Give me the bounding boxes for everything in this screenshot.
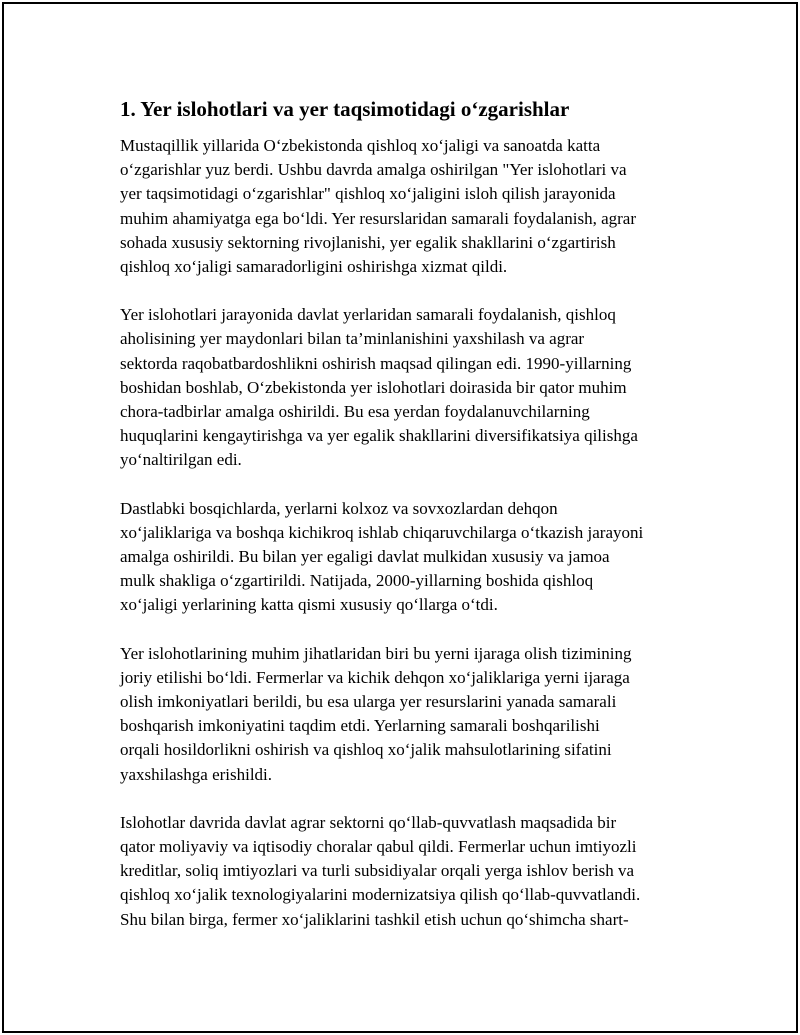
text-line: Islohotlar davrida davlat agrar sektorni qo‘llab-quvvatlash maqsadida bir xyxy=(120,812,617,832)
text-line: boshidan boshlab, O‘zbekistonda yer islohotlari doirasida bir qator muhim xyxy=(120,377,627,397)
text-line: qator moliyaviy va iqtisodiy choralar qabul qildi. Fermerlar uchun imtiyozli xyxy=(120,837,637,857)
text-line: o‘zgarishlar yuz berdi. Ushbu davrda amalga oshirilgan "Yer islohotlari va xyxy=(120,160,627,180)
section-heading: 1. Yer islohotlari va yer taqsimotidagi o‘zgarishlar xyxy=(120,97,570,121)
document-body xyxy=(120,96,700,956)
text-line: Dastlabki bosqichlarda, yerlarni kolxoz va sovxozlardan dehqon xyxy=(120,498,558,518)
text-line: Mustaqillik yillarida O‘zbekistonda qishloq xo‘jaligi va sanoatda katta xyxy=(120,136,601,155)
text-line: boshqarish imkoniyatini taqdim etdi. Yerlarning samarali boshqarilishi xyxy=(120,716,600,736)
text-line: xo‘jaligi yerlarining katta qismi xususiy qo‘llarga o‘tdi. xyxy=(120,595,498,615)
text-line: chora-tadbirlar amalga oshirildi. Bu esa yerdan foydalanuvchilarning xyxy=(120,402,590,422)
page-frame xyxy=(2,2,798,1033)
text-line: joriy etilishi bo‘ldi. Fermerlar va kichik dehqon xo‘jaliklariga yerni ijaraga xyxy=(120,667,630,687)
text-line: sohada xususiy sektorning rivojlanishi, yer egalik shakllarini o‘zgartirish xyxy=(120,232,616,252)
text-line: orqali hosildorlikni oshirish va qishloq xo‘jalik mahsulotlarining sifatini xyxy=(120,740,612,760)
text-line: sektorda raqobatbardoshlikni oshirish maqsad qilingan edi. 1990-yillarning xyxy=(120,353,632,373)
text-line: kreditlar, soliq imtiyozlari va turli subsidiyalar orqali yerga ishlov berish va xyxy=(120,861,635,881)
text-line: Shu bilan birga, fermer xo‘jaliklarini tashkil etish uchun qo‘shimcha shart- xyxy=(120,909,629,929)
text-line: Yer islohotlari jarayonida davlat yerlaridan samarali foydalanish, qishloq xyxy=(120,305,616,325)
text-line: yer taqsimotidagi o‘zgarishlar" qishloq xo‘jaligini isloh qilish jarayonida xyxy=(120,184,616,204)
text-line: aholisining yer maydonlari bilan ta’minlanishini yaxshilash va agrar xyxy=(120,329,585,349)
paragraph-3 xyxy=(120,497,700,618)
paragraph-1 xyxy=(120,134,700,279)
text-line: yo‘naltirilgan edi. xyxy=(120,450,242,470)
text-line: mulk shakliga o‘zgartirildi. Natijada, 2000-yillarning boshida qishloq xyxy=(120,571,594,591)
text-line: xo‘jaliklariga va boshqa kichikroq ishlab chiqaruvchilarga o‘tkazish jarayoni xyxy=(120,522,644,542)
text-line: amalga oshirildi. Bu bilan yer egaligi davlat mulkidan xususiy va jamoa xyxy=(120,547,610,567)
text-line: qishloq xo‘jalik texnologiyalarini modernizatsiya qilish qo‘llab-quvvatlandi. xyxy=(120,885,641,905)
paragraph-4 xyxy=(120,642,700,787)
text-line: muhim ahamiyatga ega bo‘ldi. Yer resurslaridan samarali foydalanish, agrar xyxy=(120,208,636,228)
text-line: yaxshilashga erishildi. xyxy=(120,764,273,784)
text-line: Yer islohotlarining muhim jihatlaridan biri bu yerni ijaraga olish tizimining xyxy=(120,643,632,663)
text-line: huquqlarini kengaytirishga va yer egalik shakllarini diversifikatsiya qilishga xyxy=(120,426,638,446)
text-line: olish imkoniyatlari berildi, bu esa ularga yer resurslarini yanada samarali xyxy=(120,692,617,712)
paragraph-2 xyxy=(120,303,700,472)
text-line: qishloq xo‘jaligi samaradorligini oshirishga xizmat qildi. xyxy=(120,257,508,277)
paragraph-5 xyxy=(120,811,700,932)
